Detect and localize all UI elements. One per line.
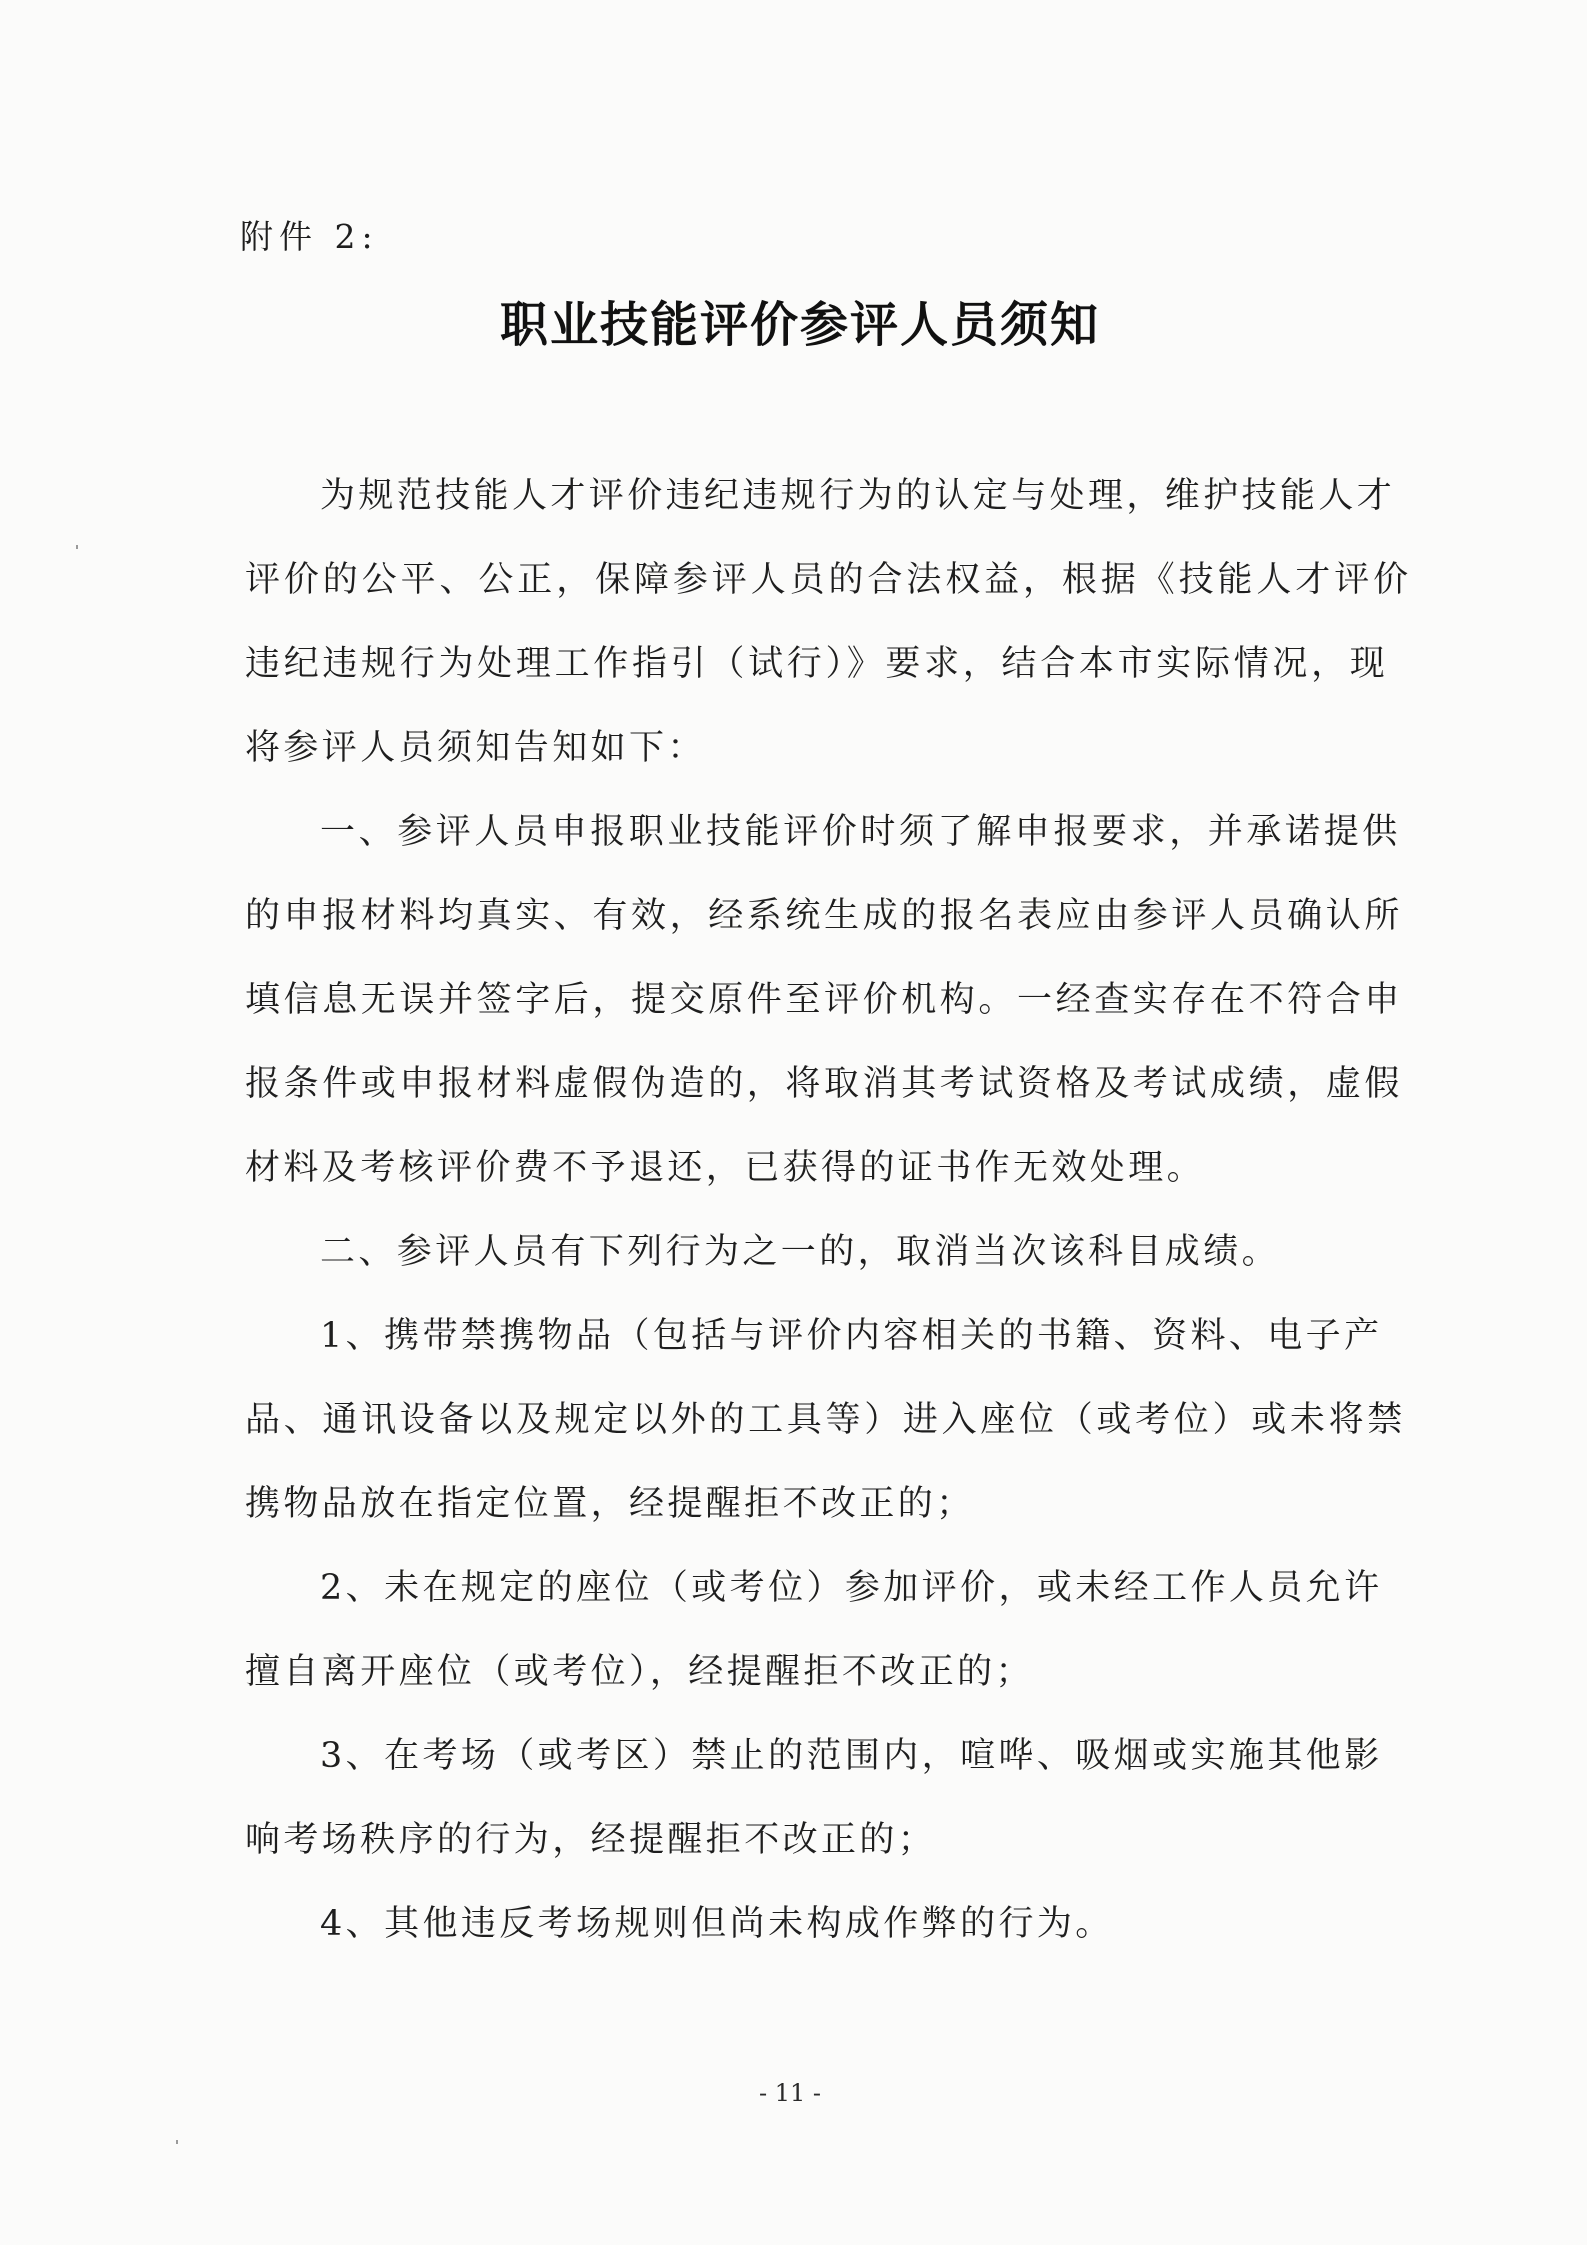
page-number: - 11 -: [758, 2079, 821, 2107]
paragraph-line: 1、携带禁携物品（包括与评价内容相关的书籍、资料、电子产: [320, 1316, 1383, 1356]
paragraph-line: 的申报材料均真实、有效，经系统生成的报名表应由参评人员确认所: [245, 896, 1404, 936]
paragraph-line: 响考场秩序的行为，经提醒拒不改正的；: [245, 1820, 937, 1860]
paragraph-line: 2、未在规定的座位（或考位）参加评价，或未经工作人员允许: [320, 1568, 1383, 1608]
paragraph-line: 品、通讯设备以及规定以外的工具等）进入座位（或考位）或未将禁: [245, 1400, 1407, 1440]
paragraph-line: 将参评人员须知告知如下：: [245, 728, 706, 768]
paragraph-line: 二、参评人员有下列行为之一的，取消当次该科目成绩。: [320, 1232, 1281, 1272]
paragraph-line: 违纪违规行为处理工作指引（试行）》要求，结合本市实际情况，现: [245, 644, 1389, 684]
scan-speck: [76, 545, 78, 549]
paragraph-line: 携物品放在指定位置，经提醒拒不改正的；: [245, 1484, 975, 1524]
annex-label: 附件 2:: [240, 217, 379, 256]
paragraph-line: 材料及考核评价费不予退还，已获得的证书作无效处理。: [245, 1148, 1206, 1188]
paragraph-line: 评价的公平、公正，保障参评人员的合法权益，根据《技能人才评价: [245, 560, 1413, 600]
document-title: 职业技能评价参评人员须知: [500, 297, 1101, 353]
paragraph-line: 报条件或申报材料虚假伪造的，将取消其考试资格及考试成绩，虚假: [245, 1064, 1404, 1104]
paragraph-line: 3、在考场（或考区）禁止的范围内，喧哗、吸烟或实施其他影: [320, 1736, 1383, 1776]
paragraph-line: 填信息无误并签字后，提交原件至评价机构。一经查实存在不符合申: [245, 980, 1404, 1020]
paragraph-line: 一、参评人员申报职业技能评价时须了解申报要求，并承诺提供: [320, 812, 1401, 852]
scan-speck: [176, 2140, 178, 2144]
paragraph-line: 4、其他违反考场规则但尚未构成作弊的行为。: [320, 1904, 1114, 1944]
paragraph-line: 擅自离开座位（或考位），经提醒拒不改正的；: [245, 1652, 1034, 1692]
paragraph-line: 为规范技能人才评价违纪违规行为的认定与处理，维护技能人才: [320, 476, 1396, 516]
